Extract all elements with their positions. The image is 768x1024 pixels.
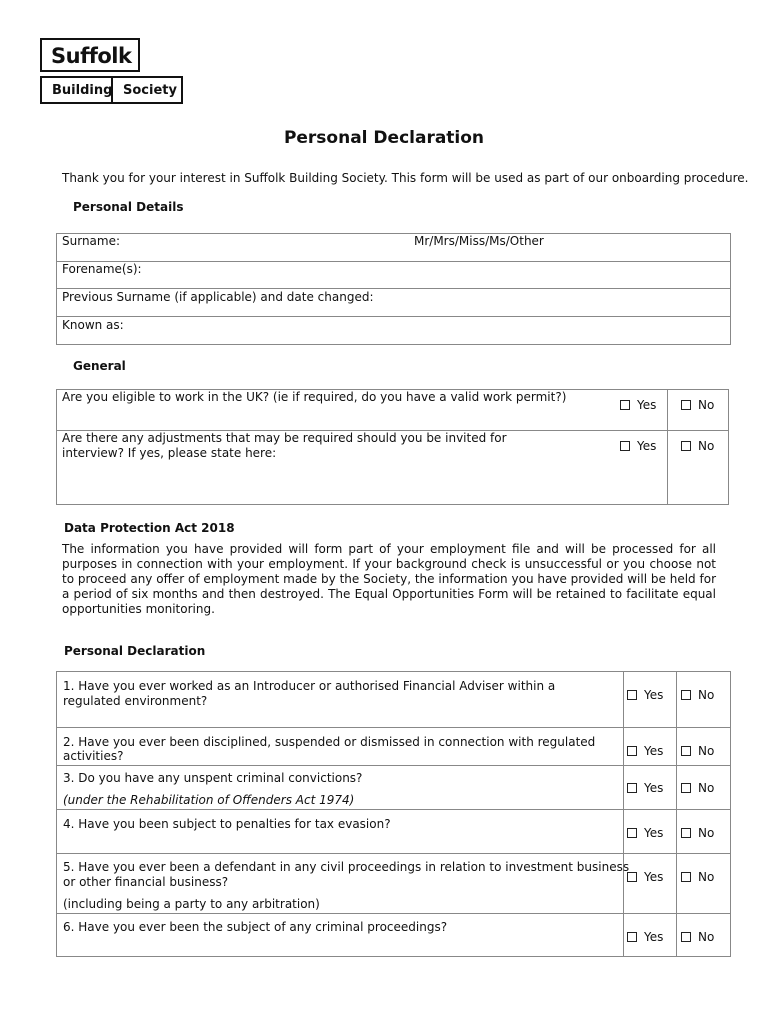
declaration-q5-note: (including being a party to any arbitration) bbox=[63, 897, 320, 911]
q1-no-checkbox[interactable] bbox=[681, 688, 714, 702]
declaration-q2-line2: activities? bbox=[63, 749, 124, 763]
checkbox-icon bbox=[681, 932, 691, 942]
checkbox-label: No bbox=[698, 826, 715, 840]
declaration-q5-line2: or other financial business? bbox=[63, 875, 229, 889]
checkbox-icon bbox=[681, 783, 691, 793]
q4-yes-checkbox[interactable] bbox=[627, 826, 663, 840]
checkbox-icon bbox=[627, 872, 637, 882]
q4-no-checkbox[interactable] bbox=[681, 826, 714, 840]
row-divider bbox=[56, 727, 731, 728]
row-divider bbox=[56, 765, 731, 766]
checkbox-icon bbox=[627, 932, 637, 942]
checkbox-icon bbox=[627, 783, 637, 793]
checkbox-label: No bbox=[698, 688, 715, 702]
checkbox-label: Yes bbox=[644, 688, 664, 702]
checkbox-label: No bbox=[698, 870, 715, 884]
q5-no-checkbox[interactable] bbox=[681, 870, 714, 884]
q5-yes-checkbox[interactable] bbox=[627, 870, 663, 884]
previous-surname-field[interactable]: Previous Surname (if applicable) and date changed: bbox=[62, 290, 374, 304]
surname-field[interactable]: Surname: bbox=[62, 234, 121, 248]
adjustments-yes-checkbox[interactable] bbox=[620, 439, 656, 453]
declaration-q1-line1: 1. Have you ever worked as an Introducer or authorised Financial Adviser within a bbox=[63, 679, 556, 693]
checkbox-icon bbox=[627, 690, 637, 700]
row-divider bbox=[56, 913, 731, 914]
logo-word-society: Society bbox=[111, 76, 183, 104]
declaration-q6: 6. Have you ever been the subject of any criminal proceedings? bbox=[63, 920, 448, 934]
checkbox-label: Yes bbox=[644, 826, 664, 840]
checkbox-label: No bbox=[698, 398, 715, 412]
declaration-q3: 3. Do you have any unspent criminal convictions? bbox=[63, 771, 363, 785]
checkbox-label: Yes bbox=[644, 781, 664, 795]
q3-yes-checkbox[interactable] bbox=[627, 781, 663, 795]
known-as-field[interactable]: Known as: bbox=[62, 318, 124, 332]
checkbox-icon bbox=[681, 690, 691, 700]
q2-no-checkbox[interactable] bbox=[681, 744, 714, 758]
checkbox-icon bbox=[627, 828, 637, 838]
declaration-q2-line1: 2. Have you ever been disciplined, suspended or dismissed in connection with regulated bbox=[63, 735, 596, 749]
column-divider bbox=[676, 671, 677, 957]
checkbox-icon bbox=[681, 872, 691, 882]
work-eligibility-yes-checkbox[interactable] bbox=[620, 398, 656, 412]
declaration-q5-line1: 5. Have you ever been a defendant in any civil proceedings in relation to investment business bbox=[63, 860, 630, 874]
row-divider bbox=[56, 809, 731, 810]
q1-yes-checkbox[interactable] bbox=[627, 688, 663, 702]
checkbox-label: No bbox=[698, 781, 715, 795]
logo-name: Suffolk bbox=[40, 38, 140, 72]
general-question-work-eligibility: Are you eligible to work in the UK? (ie if required, do you have a valid work permit?) bbox=[62, 390, 567, 404]
q6-no-checkbox[interactable] bbox=[681, 930, 714, 944]
column-divider bbox=[667, 389, 668, 505]
adjustments-no-checkbox[interactable] bbox=[681, 439, 714, 453]
checkbox-label: Yes bbox=[637, 439, 657, 453]
checkbox-icon bbox=[627, 746, 637, 756]
row-divider bbox=[56, 853, 731, 854]
declaration-table bbox=[56, 671, 731, 957]
checkbox-label: No bbox=[698, 744, 715, 758]
checkbox-label: No bbox=[698, 930, 715, 944]
checkbox-label: Yes bbox=[644, 930, 664, 944]
general-heading: General bbox=[73, 359, 126, 373]
q3-no-checkbox[interactable] bbox=[681, 781, 714, 795]
declaration-q4: 4. Have you been subject to penalties for tax evasion? bbox=[63, 817, 391, 831]
declaration-heading: Personal Declaration bbox=[64, 644, 206, 658]
column-divider bbox=[623, 671, 624, 957]
checkbox-icon bbox=[681, 400, 691, 410]
personal-details-table bbox=[56, 233, 731, 345]
declaration-q3-note: (under the Rehabilitation of Offenders Act 1974) bbox=[63, 793, 355, 807]
declaration-q1-line2: regulated environment? bbox=[63, 694, 208, 708]
intro-text: Thank you for your interest in Suffolk Building Society. This form will be used as part of our onboarding procedure. bbox=[62, 171, 749, 185]
row-divider bbox=[56, 316, 731, 317]
work-eligibility-no-checkbox[interactable] bbox=[681, 398, 714, 412]
data-protection-text: The information you have provided will form part of your employment file and will be processed for all purposes in connection with your employment. If your background check is unsuccessful or you choose not to proceed any offer of employment made by the Society, the information you have provided will be held for a period of six months and then destroyed. The Equal Opportunities Form will be retained to facilitate equal opportunities monitoring. bbox=[62, 542, 716, 616]
checkbox-icon bbox=[620, 400, 630, 410]
forenames-field[interactable]: Forename(s): bbox=[62, 262, 142, 276]
checkbox-icon bbox=[681, 828, 691, 838]
checkbox-icon bbox=[681, 441, 691, 451]
page-title: Personal Declaration bbox=[283, 128, 485, 148]
row-divider bbox=[56, 288, 731, 289]
q2-yes-checkbox[interactable] bbox=[627, 744, 663, 758]
checkbox-label: Yes bbox=[637, 398, 657, 412]
general-question-adjustments-line1: Are there any adjustments that may be required should you be invited for bbox=[62, 431, 507, 445]
row-divider bbox=[56, 261, 731, 262]
logo-word-building: Building bbox=[40, 76, 113, 104]
adjustments-text-area[interactable] bbox=[62, 464, 607, 500]
data-protection-heading: Data Protection Act 2018 bbox=[64, 521, 235, 535]
title-options-field[interactable]: Mr/Mrs/Miss/Ms/Other bbox=[414, 234, 544, 248]
checkbox-label: Yes bbox=[644, 744, 664, 758]
checkbox-label: No bbox=[698, 439, 715, 453]
checkbox-icon bbox=[620, 441, 630, 451]
general-question-adjustments-line2: interview? If yes, please state here: bbox=[62, 446, 277, 460]
personal-details-heading: Personal Details bbox=[73, 200, 184, 214]
checkbox-label: Yes bbox=[644, 870, 664, 884]
q6-yes-checkbox[interactable] bbox=[627, 930, 663, 944]
checkbox-icon bbox=[681, 746, 691, 756]
